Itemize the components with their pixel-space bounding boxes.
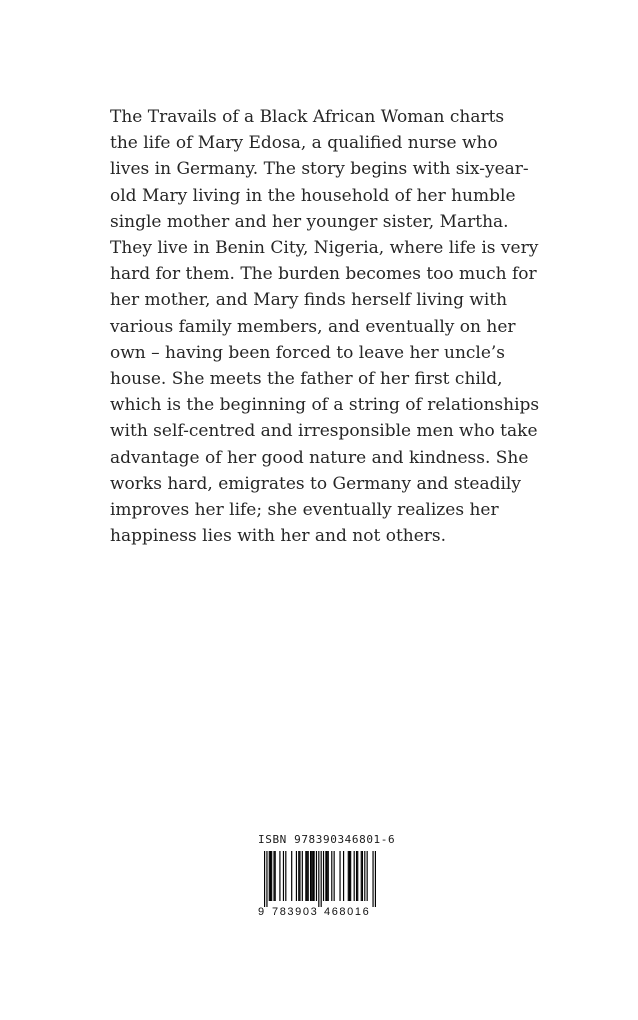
blurb-line: happiness lies with her and not others.: [110, 526, 447, 547]
barcode-bar: [326, 851, 327, 901]
barcode-bar: [339, 851, 340, 901]
blurb-line: various family members, and eventually on her: [110, 316, 516, 337]
barcode-guard-bar: [264, 851, 265, 907]
barcode-bar: [331, 851, 332, 901]
barcode-bar: [312, 851, 313, 901]
blurb-line: with self-centred and irresponsible men who take: [110, 421, 538, 442]
barcode-bar: [275, 851, 276, 901]
ean-first-digit: 9: [258, 906, 265, 918]
barcode-bar: [334, 851, 335, 901]
blurb-line: hard for them. The burden becomes too much for: [110, 264, 537, 285]
barcode-guard-bar: [372, 851, 373, 907]
barcode-bar: [279, 851, 280, 901]
barcode-bar: [361, 851, 362, 901]
blurb-line: improves her life; she eventually realizes her: [110, 500, 499, 521]
blurb-line: The Travails of a Black African Woman charts: [110, 107, 505, 127]
blurb-line: advantage of her good nature and kindness. She: [110, 447, 529, 468]
ean-right-group: 468016: [324, 906, 371, 918]
blurb-line: the life of Mary Edosa, a qualified nurse who: [110, 133, 498, 154]
barcode-bar: [283, 851, 284, 901]
barcode-bar: [323, 851, 324, 901]
barcode-bar: [314, 851, 315, 901]
blurb-line: old Mary living in the household of her humble: [110, 185, 516, 206]
barcode-bar: [270, 851, 271, 901]
barcode-graphic: [258, 851, 380, 921]
blurb-line: which is the beginning of a string of relationships: [110, 395, 540, 416]
barcode-bar: [302, 851, 303, 901]
barcode-bar: [273, 851, 274, 901]
barcode-bar: [367, 851, 368, 901]
blurb-line: lives in Germany. The story begins with six-year-: [110, 159, 529, 180]
isbn-barcode: [258, 833, 396, 921]
barcode-bar: [305, 851, 306, 901]
blurb-line: own – having been forced to leave her uncle’s: [110, 342, 506, 363]
barcode-bar: [354, 851, 355, 901]
blurb-paragraph: [110, 104, 540, 549]
barcode-bar: [325, 851, 326, 901]
barcode-bar: [306, 851, 307, 901]
barcode-bar: [298, 851, 299, 901]
barcode-guard-bar: [375, 851, 376, 907]
barcode-bar: [296, 851, 297, 901]
blurb-line: They live in Benin City, Nigeria, where life is very: [110, 238, 539, 259]
barcode-bar: [316, 851, 317, 901]
blurb-line: works hard, emigrates to Germany and steadily: [110, 473, 521, 494]
barcode-bar: [350, 851, 351, 901]
barcode-bar: [328, 851, 329, 901]
isbn-label: ISBN 978390346801-6: [258, 833, 396, 846]
barcode-guard-bar: [321, 851, 322, 907]
barcode-bar: [310, 851, 311, 901]
barcode-guard-bar: [266, 851, 267, 907]
barcode-bar: [362, 851, 363, 901]
barcode-bar: [356, 851, 357, 901]
barcode-bar: [299, 851, 300, 901]
barcode-guard-bar: [318, 851, 319, 907]
ean-left-group: 783903: [272, 906, 319, 918]
barcode-bar: [349, 851, 350, 901]
blurb-line: single mother and her younger sister, Martha.: [110, 211, 509, 232]
barcode-bar: [271, 851, 272, 901]
blurb-line: her mother, and Mary finds herself living with: [110, 290, 508, 311]
barcode-bars: [264, 851, 376, 907]
barcode-bar: [357, 851, 358, 901]
barcode-bar: [311, 851, 312, 901]
barcode-bar: [364, 851, 365, 901]
barcode-bar: [291, 851, 292, 901]
barcode-bar: [343, 851, 344, 901]
blurb-line: house. She meets the father of her first child,: [110, 369, 503, 390]
barcode-bar: [348, 851, 349, 901]
barcode-bar: [308, 851, 309, 901]
barcode-bar: [285, 851, 286, 901]
barcode-bar: [269, 851, 270, 901]
